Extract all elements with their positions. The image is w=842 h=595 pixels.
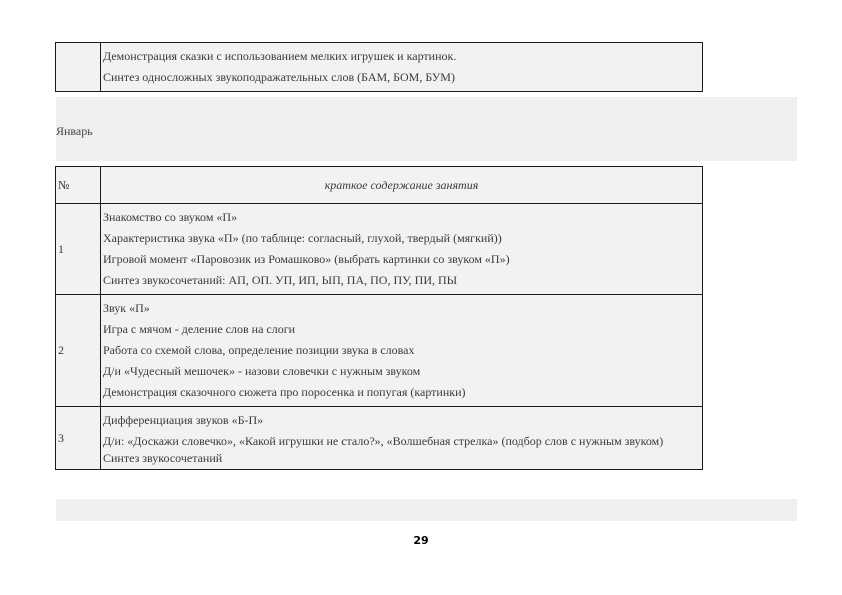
row-number: 2: [56, 295, 101, 407]
content-line: Игровой момент «Паровозик из Ромашково» (выбрать картинки со звуком «П»): [103, 252, 510, 266]
content-line: Характеристика звука «П» (по таблице: согласный, глухой, твердый (мягкий)): [103, 231, 502, 245]
content-line: Синтез звукосочетаний: АП, ОП. УП, ИП, ЫП, ПА, ПО, ПУ, ПИ, ПЫ: [103, 273, 458, 287]
row-number: 3: [56, 407, 101, 470]
content-line: Дифференциация звуков «Б-П»: [103, 413, 264, 427]
content-line: Д/и «Чудесный мешочек» - назови словечки с нужным звуком: [103, 364, 421, 378]
gray-band-bottom: [56, 499, 797, 521]
table-row: [56, 43, 703, 92]
content-line: Демонстрация сказки с использованием мелких игрушек и картинок.: [103, 49, 457, 63]
content-line: Игра с мячом - деление слов на слоги: [103, 322, 296, 336]
lesson-table: [55, 166, 703, 470]
content-line: Демонстрация сказочного сюжета про поросенка и попугая (картинки): [103, 385, 466, 399]
content-line: Д/и: «Доскажи словечко», «Какой игрушки не стало?», «Волшебная стрелка» (подбор слов с нужным звуком): [103, 434, 664, 448]
gray-band-top: [56, 97, 797, 161]
content-line: Синтез звукосочетаний: [103, 451, 223, 465]
row-content: [101, 204, 703, 295]
table-row: [56, 295, 703, 407]
row-content: [101, 295, 703, 407]
content-line: Звук «П»: [103, 301, 150, 315]
row-number: [56, 43, 101, 92]
table-row: [56, 407, 703, 470]
header-content: краткое содержание занятия: [101, 167, 703, 204]
top-table: [55, 42, 703, 92]
content-line: Работа со схемой слова, определение позиции звука в словах: [103, 343, 415, 357]
content-line: Синтез односложных звукоподражательных слов (БАМ, БОМ, БУМ): [103, 70, 455, 84]
row-content: [101, 43, 703, 92]
row-number: 1: [56, 204, 101, 295]
table-header-row: [56, 167, 703, 204]
row-content: [101, 407, 703, 470]
table-row: [56, 204, 703, 295]
header-number: №: [56, 167, 101, 204]
page-number: 29: [413, 534, 429, 547]
month-heading: Январь: [56, 124, 93, 138]
content-line: Знакомство со звуком «П»: [103, 210, 238, 224]
